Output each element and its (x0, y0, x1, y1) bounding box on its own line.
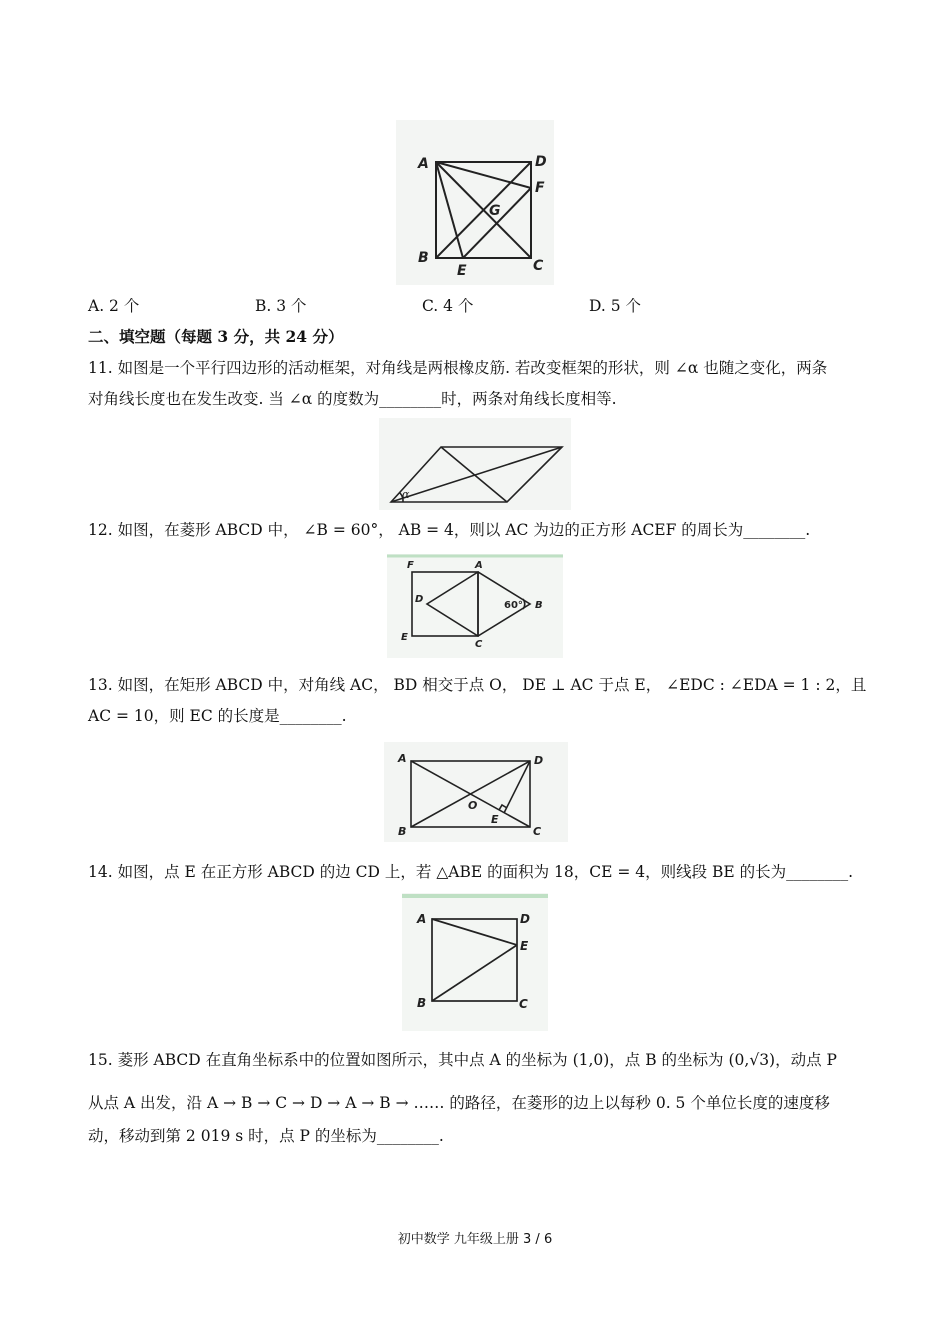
fig-label-e: E (457, 263, 467, 279)
fig-label-f: F (535, 180, 545, 196)
q13-label-b: B (398, 825, 407, 838)
q14-label-b: B (417, 996, 427, 1010)
figure-parallelogram (379, 418, 571, 510)
choice-b[interactable]: B. 3 个 (255, 297, 307, 315)
fig-label-d: D (535, 154, 547, 170)
q14-label-a: A (417, 912, 427, 926)
fig-label-g: G (489, 203, 501, 219)
q12-label-a: A (475, 560, 483, 571)
section-heading: 二、填空题（每题 3 分，共 24 分） (88, 327, 344, 346)
figure-square-abcd (396, 120, 554, 285)
q15-line2: 从点 A 出发，沿 A → B → C → D → A → B → …… 的路径，在菱形的边上以每秒 0. 5 个单位长度的速度移 (88, 1094, 830, 1112)
q13-label-o: O (468, 799, 478, 812)
fig-label-b: B (418, 250, 429, 266)
q14-label-c: C (519, 997, 528, 1011)
fig-label-a: A (418, 156, 429, 172)
q14-line1: 14. 如图，点 E 在正方形 ABCD 的边 CD 上，若 △ABE 的面积为 18，CE = 4，则线段 BE 的长为________. (88, 863, 854, 881)
fig-label-alpha: α (402, 488, 410, 501)
figure-square-be (402, 893, 548, 1031)
page-footer: 初中数学 九年级上册 3 / 6 (397, 1232, 553, 1247)
q13-label-c: C (533, 825, 542, 838)
q12-line1: 12. 如图，在菱形 ABCD 中， ∠B = 60°， AB = 4，则以 AC 为边的正方形 ACEF 的周长为________. (88, 521, 811, 539)
fig-label-c: C (533, 258, 544, 274)
q13-label-d: D (534, 754, 544, 767)
q13-label-e: E (491, 813, 499, 826)
q11-line2: 对角线长度也在发生改变. 当 ∠α 的度数为________时，两条对角线长度相等. (88, 390, 617, 408)
q14-label-d: D (520, 912, 530, 926)
q13-label-a: A (398, 752, 407, 765)
q12-label-b: B (535, 600, 543, 611)
q15-line1: 15. 菱形 ABCD 在直角坐标系中的位置如图所示，其中点 A 的坐标为 (1,0)，点 B 的坐标为 (0,√3)，动点 P (88, 1051, 837, 1069)
q11-line1: 11. 如图是一个平行四边形的活动框架，对角线是两根橡皮筋. 若改变框架的形状，则 ∠α 也随之变化，两条 (88, 359, 828, 377)
choice-d[interactable]: D. 5 个 (589, 297, 642, 315)
figure-rhombus-square (387, 554, 563, 658)
choice-c[interactable]: C. 4 个 (422, 297, 474, 315)
q12-label-f: F (407, 560, 414, 571)
q15-line3: 动，移动到第 2 019 s 时，点 P 的坐标为________. (88, 1127, 444, 1145)
q12-label-d: D (415, 594, 424, 605)
q13-line1: 13. 如图，在矩形 ABCD 中，对角线 AC， BD 相交于点 O， DE ⊥ AC 于点 E， ∠EDC : ∠EDA = 1 : 2，且 (88, 676, 867, 694)
q13-line2: AC = 10，则 EC 的长度是________. (88, 707, 347, 725)
q12-label-e: E (401, 632, 408, 643)
choice-a[interactable]: A. 2 个 (88, 297, 140, 315)
q12-label-angle: 60° (504, 600, 523, 611)
figure-rectangle-abcd (384, 742, 568, 842)
q14-label-e: E (520, 939, 529, 953)
q12-label-c: C (475, 639, 483, 650)
